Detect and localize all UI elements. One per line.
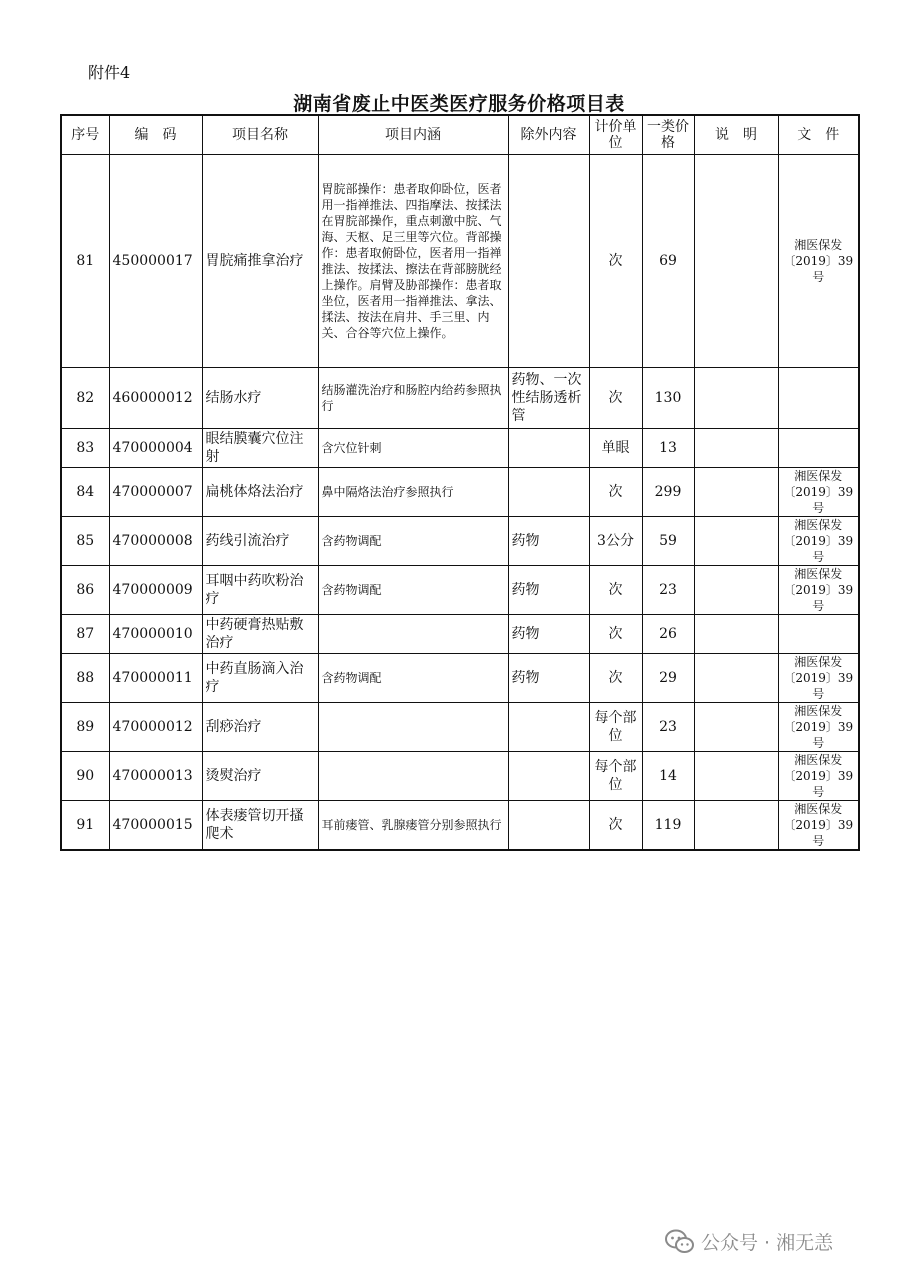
cell-seq: 91	[61, 801, 109, 851]
header-content: 项目内涵	[318, 115, 508, 155]
cell-doc: 湘医保发〔2019〕39号	[778, 801, 859, 851]
cell-price: 23	[642, 566, 694, 615]
table-row	[61, 615, 859, 654]
cell-name: 结肠水疗	[202, 368, 318, 429]
cell-note	[694, 752, 778, 801]
cell-price: 29	[642, 654, 694, 703]
cell-note	[694, 615, 778, 654]
cell-price: 119	[642, 801, 694, 851]
cell-code: 470000009	[109, 566, 202, 615]
table-row	[61, 429, 859, 468]
watermark	[665, 1228, 833, 1255]
cell-doc: 湘医保发〔2019〕39号	[778, 517, 859, 566]
cell-name: 眼结膜囊穴位注射	[202, 429, 318, 468]
cell-seq: 89	[61, 703, 109, 752]
cell-doc	[778, 429, 859, 468]
cell-content: 含药物调配	[318, 654, 508, 703]
cell-seq: 90	[61, 752, 109, 801]
header-price: 一类价格	[642, 115, 694, 155]
cell-note	[694, 566, 778, 615]
table-row	[61, 654, 859, 703]
cell-code: 470000010	[109, 615, 202, 654]
header-doc: 文 件	[778, 115, 859, 155]
cell-doc: 湘医保发〔2019〕39号	[778, 566, 859, 615]
cell-content: 含药物调配	[318, 517, 508, 566]
cell-excluded	[508, 429, 589, 468]
cell-unit: 次	[589, 468, 642, 517]
cell-excluded: 药物	[508, 566, 589, 615]
cell-unit: 每个部位	[589, 752, 642, 801]
cell-content: 结肠灌洗治疗和肠腔内给药参照执行	[318, 368, 508, 429]
header-unit: 计价单位	[589, 115, 642, 155]
cell-code: 470000013	[109, 752, 202, 801]
cell-excluded	[508, 752, 589, 801]
cell-excluded	[508, 155, 589, 368]
cell-excluded	[508, 468, 589, 517]
cell-excluded: 药物	[508, 654, 589, 703]
cell-excluded: 药物、一次性结肠透析管	[508, 368, 589, 429]
cell-note	[694, 429, 778, 468]
cell-unit: 次	[589, 368, 642, 429]
table-row	[61, 801, 859, 851]
cell-content: 鼻中隔烙法治疗参照执行	[318, 468, 508, 517]
watermark-text: 公众号 · 湘无恙	[701, 1232, 834, 1254]
cell-content	[318, 703, 508, 752]
cell-code: 470000012	[109, 703, 202, 752]
cell-note	[694, 368, 778, 429]
cell-unit: 次	[589, 801, 642, 851]
cell-doc: 湘医保发〔2019〕39号	[778, 703, 859, 752]
cell-excluded: 药物	[508, 615, 589, 654]
cell-unit: 次	[589, 155, 642, 368]
cell-excluded: 药物	[508, 517, 589, 566]
table-row	[61, 517, 859, 566]
cell-seq: 85	[61, 517, 109, 566]
table-row	[61, 468, 859, 517]
cell-doc: 湘医保发〔2019〕39号	[778, 468, 859, 517]
cell-code: 460000012	[109, 368, 202, 429]
cell-name: 药线引流治疗	[202, 517, 318, 566]
cell-content	[318, 752, 508, 801]
cell-content	[318, 615, 508, 654]
cell-code: 470000008	[109, 517, 202, 566]
cell-name: 胃脘痛推拿治疗	[202, 155, 318, 368]
cell-unit: 次	[589, 615, 642, 654]
cell-excluded	[508, 801, 589, 851]
cell-content: 含药物调配	[318, 566, 508, 615]
wechat-icon	[665, 1229, 695, 1255]
cell-content: 耳前瘘管、乳腺瘘管分别参照执行	[318, 801, 508, 851]
cell-price: 23	[642, 703, 694, 752]
cell-name: 体表瘘管切开搔爬术	[202, 801, 318, 851]
cell-doc	[778, 615, 859, 654]
header-excluded: 除外内容	[508, 115, 589, 155]
attachment-label: 附件4	[88, 63, 131, 82]
table-row	[61, 703, 859, 752]
cell-name: 刮痧治疗	[202, 703, 318, 752]
cell-price: 59	[642, 517, 694, 566]
cell-code: 470000007	[109, 468, 202, 517]
cell-code: 450000017	[109, 155, 202, 368]
cell-doc: 湘医保发〔2019〕39号	[778, 654, 859, 703]
cell-seq: 86	[61, 566, 109, 615]
cell-seq: 87	[61, 615, 109, 654]
cell-name: 扁桃体烙法治疗	[202, 468, 318, 517]
cell-doc: 湘医保发〔2019〕39号	[778, 155, 859, 368]
cell-price: 299	[642, 468, 694, 517]
table-row	[61, 368, 859, 429]
cell-price: 13	[642, 429, 694, 468]
header-code: 编 码	[109, 115, 202, 155]
price-table	[60, 114, 860, 851]
cell-name: 中药直肠滴入治疗	[202, 654, 318, 703]
cell-note	[694, 703, 778, 752]
cell-excluded	[508, 703, 589, 752]
cell-note	[694, 801, 778, 851]
header-name: 项目名称	[202, 115, 318, 155]
cell-note	[694, 468, 778, 517]
cell-doc: 湘医保发〔2019〕39号	[778, 752, 859, 801]
cell-name: 中药硬膏热贴敷治疗	[202, 615, 318, 654]
page-title: 湖南省废止中医类医疗服务价格项目表	[293, 93, 625, 115]
cell-seq: 81	[61, 155, 109, 368]
header-note: 说 明	[694, 115, 778, 155]
cell-unit: 单眼	[589, 429, 642, 468]
cell-price: 26	[642, 615, 694, 654]
cell-note	[694, 155, 778, 368]
cell-price: 69	[642, 155, 694, 368]
cell-doc	[778, 368, 859, 429]
cell-content: 胃脘部操作：患者取仰卧位，医者用一指禅推法、四指摩法、按揉法在胃脘部操作，重点刺激中脘、气海、天枢、足三里等穴位。背部操作：患者取俯卧位，医者用一指禅推法、按揉法、擦法在背部膀胱经上操作。肩臂及胁部操作：患者取坐位，医者用一指禅推法、拿法、揉法、按法在肩井、手三里、内关、合谷等穴位上操作。	[318, 155, 508, 368]
cell-code: 470000015	[109, 801, 202, 851]
cell-seq: 84	[61, 468, 109, 517]
cell-content: 含穴位针刺	[318, 429, 508, 468]
header-seq: 序号	[61, 115, 109, 155]
cell-name: 耳咽中药吹粉治疗	[202, 566, 318, 615]
cell-price: 130	[642, 368, 694, 429]
cell-seq: 83	[61, 429, 109, 468]
cell-seq: 82	[61, 368, 109, 429]
table-header-row	[61, 115, 859, 155]
cell-unit: 每个部位	[589, 703, 642, 752]
cell-name: 烫熨治疗	[202, 752, 318, 801]
table-row	[61, 155, 859, 368]
cell-seq: 88	[61, 654, 109, 703]
cell-code: 470000004	[109, 429, 202, 468]
table-row	[61, 752, 859, 801]
cell-note	[694, 654, 778, 703]
cell-unit: 次	[589, 566, 642, 615]
cell-unit: 3公分	[589, 517, 642, 566]
cell-price: 14	[642, 752, 694, 801]
table-row	[61, 566, 859, 615]
cell-code: 470000011	[109, 654, 202, 703]
cell-unit: 次	[589, 654, 642, 703]
cell-note	[694, 517, 778, 566]
